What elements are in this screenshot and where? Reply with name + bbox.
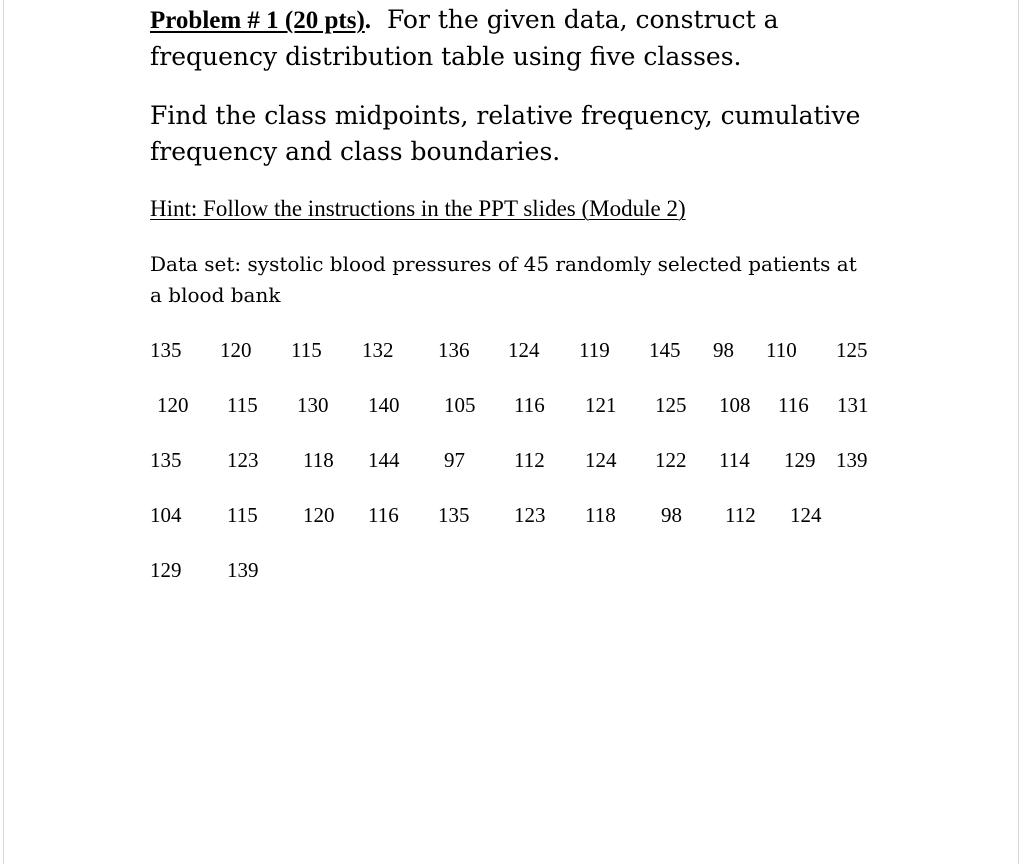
find-line-1: Find the class midpoints, relative frequency, cumulative bbox=[150, 101, 861, 130]
problem-statement bbox=[150, 2, 778, 75]
data-value: 108 bbox=[719, 393, 751, 417]
data-value: 123 bbox=[514, 503, 546, 527]
data-value: 118 bbox=[585, 503, 616, 527]
data-value: 120 bbox=[220, 338, 252, 362]
data-value: 104 bbox=[150, 503, 182, 527]
data-value: 115 bbox=[227, 393, 258, 417]
data-value: 139 bbox=[227, 558, 259, 582]
data-value: 105 bbox=[444, 393, 476, 417]
find-line-2: frequency and class boundaries. bbox=[150, 137, 561, 166]
hint-text: Hint: Follow the instructions in the PPT slides (Module 2) bbox=[150, 196, 686, 221]
data-value: 112 bbox=[725, 503, 756, 527]
data-value: 124 bbox=[508, 338, 540, 362]
data-value: 118 bbox=[303, 448, 334, 472]
data-value: 123 bbox=[227, 448, 259, 472]
data-value: 97 bbox=[444, 448, 465, 472]
data-value: 115 bbox=[227, 503, 258, 527]
data-value: 116 bbox=[368, 503, 399, 527]
data-value: 129 bbox=[784, 448, 816, 472]
problem-line-1 bbox=[150, 2, 778, 39]
data-value: 112 bbox=[514, 448, 545, 472]
problem-line-2: frequency distribution table using five classes. bbox=[150, 42, 742, 71]
data-value: 131 bbox=[837, 393, 869, 417]
data-value: 116 bbox=[514, 393, 545, 417]
data-value: 122 bbox=[655, 448, 687, 472]
find-instructions bbox=[150, 98, 860, 170]
data-value: 130 bbox=[297, 393, 329, 417]
data-value: 125 bbox=[655, 393, 687, 417]
data-value: 124 bbox=[585, 448, 617, 472]
data-value: 124 bbox=[790, 503, 822, 527]
data-value: 116 bbox=[778, 393, 809, 417]
problem-heading: Problem # 1 (20 pts) bbox=[150, 7, 365, 34]
data-value: 110 bbox=[766, 338, 797, 362]
data-value: 145 bbox=[649, 338, 681, 362]
data-value: 140 bbox=[368, 393, 400, 417]
data-value: 98 bbox=[713, 338, 734, 362]
data-value: 135 bbox=[438, 503, 470, 527]
data-value: 135 bbox=[150, 448, 182, 472]
data-value: 125 bbox=[836, 338, 868, 362]
data-value: 135 bbox=[150, 338, 182, 362]
data-value: 114 bbox=[719, 448, 750, 472]
data-value: 139 bbox=[836, 448, 868, 472]
data-value: 121 bbox=[585, 393, 617, 417]
data-value: 136 bbox=[438, 338, 470, 362]
problem-heading-dot: . bbox=[364, 7, 372, 34]
data-value: 119 bbox=[579, 338, 610, 362]
dataset-line-1: Data set: systolic blood pressures of 45 randomly selected patients at bbox=[150, 252, 857, 276]
data-value: 120 bbox=[157, 393, 189, 417]
dataset-line-2: a blood bank bbox=[150, 283, 281, 307]
data-value: 115 bbox=[291, 338, 322, 362]
page-left-edge bbox=[3, 0, 4, 864]
dataset-description bbox=[150, 249, 857, 311]
data-value: 144 bbox=[368, 448, 400, 472]
data-value: 132 bbox=[362, 338, 394, 362]
problem-line-1-rest: For the given data, construct a bbox=[386, 5, 779, 34]
data-value: 98 bbox=[661, 503, 682, 527]
page-right-edge bbox=[1018, 0, 1019, 864]
data-value: 129 bbox=[150, 558, 182, 582]
data-value: 120 bbox=[303, 503, 335, 527]
